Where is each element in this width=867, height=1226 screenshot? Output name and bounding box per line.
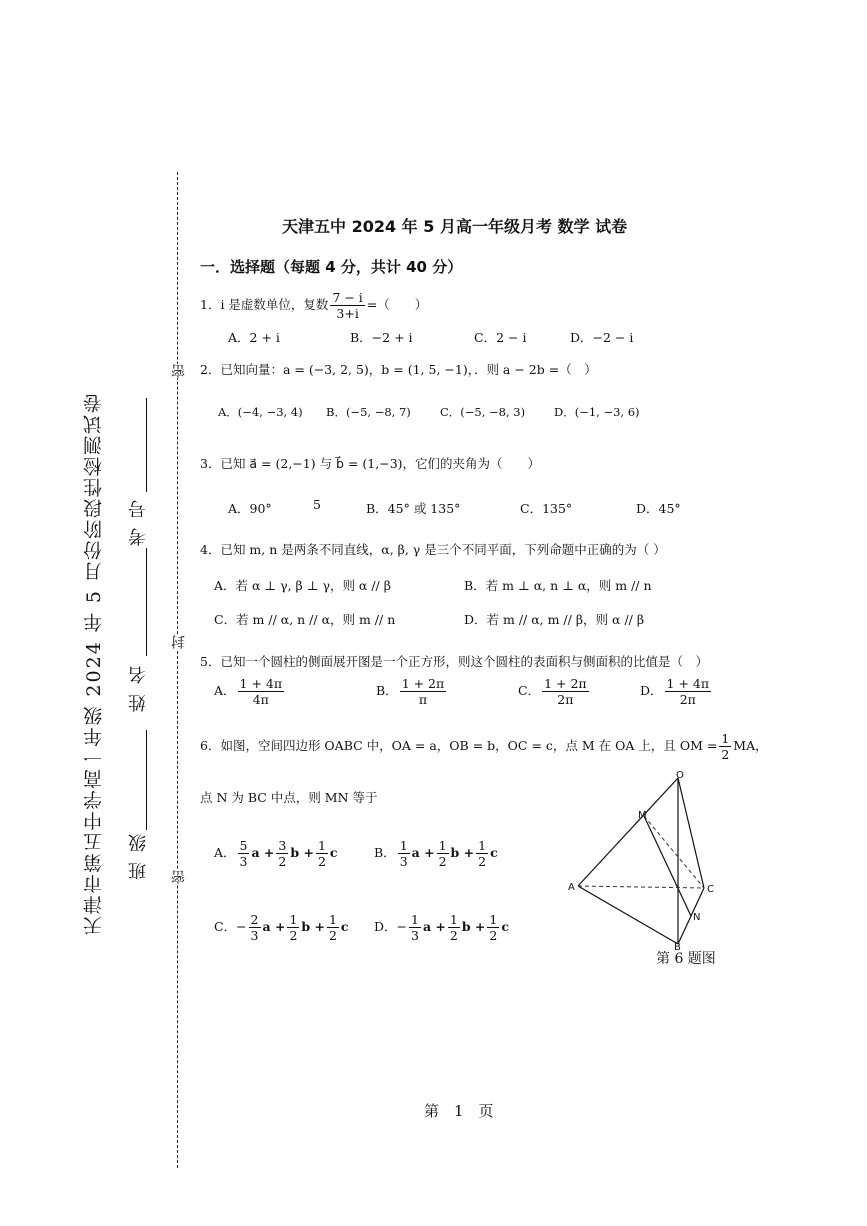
name-blank	[146, 548, 147, 656]
q5-option-d	[640, 676, 713, 707]
q6-option-c-letter: C．−	[214, 919, 247, 934]
q2-option-c: C．(−5, −8, 3)	[440, 405, 526, 419]
q6-option-c	[214, 912, 349, 943]
fraction-numerator: 1	[478, 838, 487, 853]
question-1-tail: =（ ）	[366, 297, 428, 312]
exam-no-label: 考 号	[128, 498, 149, 546]
term-vector: c	[501, 919, 509, 934]
q4-option-a: A．若 α ⊥ γ, β ⊥ γ，则 α // β	[214, 578, 391, 593]
q6-option-d	[374, 912, 509, 943]
fraction-numerator: 7 − i	[332, 290, 363, 305]
q3-option-a: A．90°	[228, 501, 272, 516]
term-fraction	[476, 838, 488, 869]
fraction-denominator: 4π	[252, 692, 269, 707]
label-a: A	[568, 882, 575, 893]
term-fraction	[287, 912, 299, 943]
fraction-denominator: 2	[438, 854, 447, 869]
class-label: 班 级	[128, 832, 149, 880]
q1-option-d: D．−2 − i	[570, 330, 634, 345]
fraction-numerator: 1	[411, 912, 419, 927]
fraction-denominator: 2	[721, 747, 730, 762]
q1-option-c: C．2 − i	[474, 330, 527, 345]
term-vector: c	[329, 845, 338, 860]
fraction-numerator: 5	[239, 838, 248, 853]
fraction-denominator: 2	[317, 854, 326, 869]
binding-dashed-line	[177, 172, 178, 1168]
q2-option-d: D．(−1, −3, 6)	[554, 405, 640, 419]
fraction-numerator: 1 + 4π	[239, 676, 283, 691]
fraction-denominator: 2	[449, 928, 458, 943]
segment-mn	[644, 816, 691, 916]
fraction-numerator: 1	[399, 838, 408, 853]
term-fraction	[437, 838, 449, 869]
exam-no-blank	[146, 398, 147, 492]
question-2-stem: 2．已知向量：a = (−3, 2, 5)，b = (1, 5, −1)，．则 a − 2b =（ ）	[200, 362, 597, 377]
question-3-stem: 3．已知 a⃗ = (2,−1) 与 b⃗ = (1,−3)，它们的夹角为（ ）	[200, 456, 541, 471]
school-exam-line: 天津市第五中学高一年级 2024 年 5 月份阶段性检测试卷	[83, 392, 105, 936]
term-fraction	[448, 912, 460, 943]
seal-mark-top: 密	[171, 364, 187, 378]
q5-option-b-letter: B．	[376, 683, 398, 698]
q5-option-a-fraction	[238, 676, 285, 707]
q4-option-b: B．若 m ⊥ α, n ⊥ α，则 m // n	[464, 578, 652, 593]
term-vector: b +	[461, 919, 486, 934]
fraction-numerator: 3	[278, 838, 287, 853]
question-6-stem-line2: 点 N 为 BC 中点，则 MN 等于	[200, 790, 378, 805]
fraction-denominator: 3	[411, 928, 419, 943]
fraction-denominator: 2π	[557, 692, 574, 707]
q6-option-b-letter: B．	[374, 845, 396, 860]
term-fraction	[276, 838, 288, 869]
figure-caption: 第 6 题图	[656, 951, 716, 967]
q6-option-b	[374, 838, 498, 869]
fraction-denominator: 2	[489, 928, 498, 943]
term-vector: a +	[251, 845, 275, 860]
question-1-fraction	[330, 290, 364, 321]
fraction-numerator: 1	[317, 838, 326, 853]
q5-option-c-letter: C．	[518, 683, 541, 698]
seal-mark-bottom: 密	[171, 870, 187, 884]
fraction-denominator: 2	[289, 928, 298, 943]
term-vector: b +	[301, 919, 325, 934]
seal-mark-middle: 封	[171, 635, 187, 649]
page-number: 第 1 页	[424, 1102, 494, 1120]
fraction-numerator: 1	[328, 912, 337, 927]
term-fraction	[238, 838, 250, 869]
q3-stray-mark: 5	[313, 497, 321, 512]
label-c: C	[707, 884, 714, 895]
term-fraction	[398, 838, 410, 869]
question-6-text: 6．如图，空间四边形 OABC 中，OA = a，OB = b，OC = c，点 M 在 OA 上，且 OM =	[200, 738, 718, 753]
term-vector: b +	[450, 845, 475, 860]
fraction-numerator: 2	[250, 912, 259, 927]
question-6-half	[719, 731, 731, 762]
fraction-numerator: 1 + 2π	[544, 676, 587, 691]
q5-option-a-letter: A．	[214, 683, 236, 698]
term-fraction	[487, 912, 499, 943]
q6-option-a-letter: A．	[214, 845, 236, 860]
class-blank	[146, 730, 147, 830]
q5-option-d-fraction	[665, 676, 712, 707]
fraction-numerator: 1	[721, 731, 730, 746]
q5-option-c-fraction	[542, 676, 589, 707]
edge-ac-hidden	[578, 886, 704, 888]
term-fraction	[249, 912, 261, 943]
q3-option-c: C．135°	[520, 501, 573, 516]
term-vector: c	[490, 845, 498, 860]
edge-ab	[578, 886, 678, 944]
label-m: M	[638, 810, 647, 821]
fraction-denominator: π	[418, 692, 428, 707]
fraction-denominator: 2π	[679, 692, 696, 707]
term-vector: b +	[290, 845, 314, 860]
term-vector: c	[340, 919, 349, 934]
edge-oa	[578, 778, 678, 886]
q1-option-b: B．−2 + i	[350, 330, 413, 345]
q6-option-d-letter: D．−	[374, 919, 407, 934]
fraction-numerator: 1	[289, 912, 298, 927]
question-5-stem: 5．已知一个圆柱的侧面展开图是一个正方形，则这个圆柱的表面积与侧面积的比值是（ ）	[200, 654, 708, 669]
q6-option-a	[214, 838, 338, 869]
question-1-text: 1．i 是虚数单位，复数	[200, 297, 329, 312]
fraction-denominator: 2	[328, 928, 337, 943]
question-6-stem	[200, 731, 768, 762]
fraction-denominator: 2	[478, 854, 487, 869]
page-title: 天津五中 2024 年 5 月高一年级月考 数学 试卷	[282, 217, 628, 236]
section-heading: 一．选择题（每题 4 分，共计 40 分）	[200, 258, 463, 276]
q5-option-b-fraction	[400, 676, 447, 707]
term-fraction	[327, 912, 339, 943]
q5-option-a	[214, 676, 286, 707]
term-vector: a +	[411, 845, 435, 860]
q5-option-c	[518, 676, 591, 707]
question-4-stem: 4．已知 m, n 是两条不同直线，α, β, γ 是三个不同平面，下列命题中正确的为（ ）	[200, 542, 666, 557]
name-label: 姓 名	[128, 664, 149, 712]
term-vector: a +	[422, 919, 446, 934]
q4-option-c: C．若 m // α, n // α，则 m // n	[214, 612, 396, 627]
question-6-tail: MA，	[733, 738, 768, 753]
q3-option-b: B．45° 或 135°	[366, 501, 461, 516]
q4-option-d: D．若 m // α, m // β，则 α // β	[464, 612, 645, 627]
fraction-numerator: 1	[449, 912, 458, 927]
term-vector: a +	[262, 919, 286, 934]
fraction-denominator: 3	[239, 854, 248, 869]
fraction-numerator: 1	[489, 912, 498, 927]
fraction-denominator: 2	[278, 854, 287, 869]
q2-option-b: B．(−5, −8, 7)	[326, 405, 411, 419]
q2-option-a: A．(−4, −3, 4)	[218, 405, 303, 419]
fraction-numerator: 1 + 2π	[401, 676, 445, 691]
fraction-denominator: 3	[399, 854, 408, 869]
term-fraction	[409, 912, 421, 943]
fraction-denominator: 3	[250, 928, 259, 943]
fraction-numerator: 1	[438, 838, 447, 853]
q3-option-d: D．45°	[636, 501, 681, 516]
q5-option-d-letter: D．	[640, 683, 663, 698]
term-fraction	[316, 838, 328, 869]
tetrahedron-figure	[560, 768, 730, 950]
q5-option-b	[376, 676, 448, 707]
fraction-numerator: 1 + 4π	[666, 676, 710, 691]
label-b: B	[674, 942, 681, 950]
label-n: N	[693, 912, 701, 923]
question-1-stem	[200, 290, 427, 321]
edge-oc	[678, 778, 704, 888]
fraction-denominator: 3+i	[336, 306, 359, 321]
q1-option-a: A．2 + i	[228, 330, 280, 345]
label-o: O	[676, 770, 684, 781]
